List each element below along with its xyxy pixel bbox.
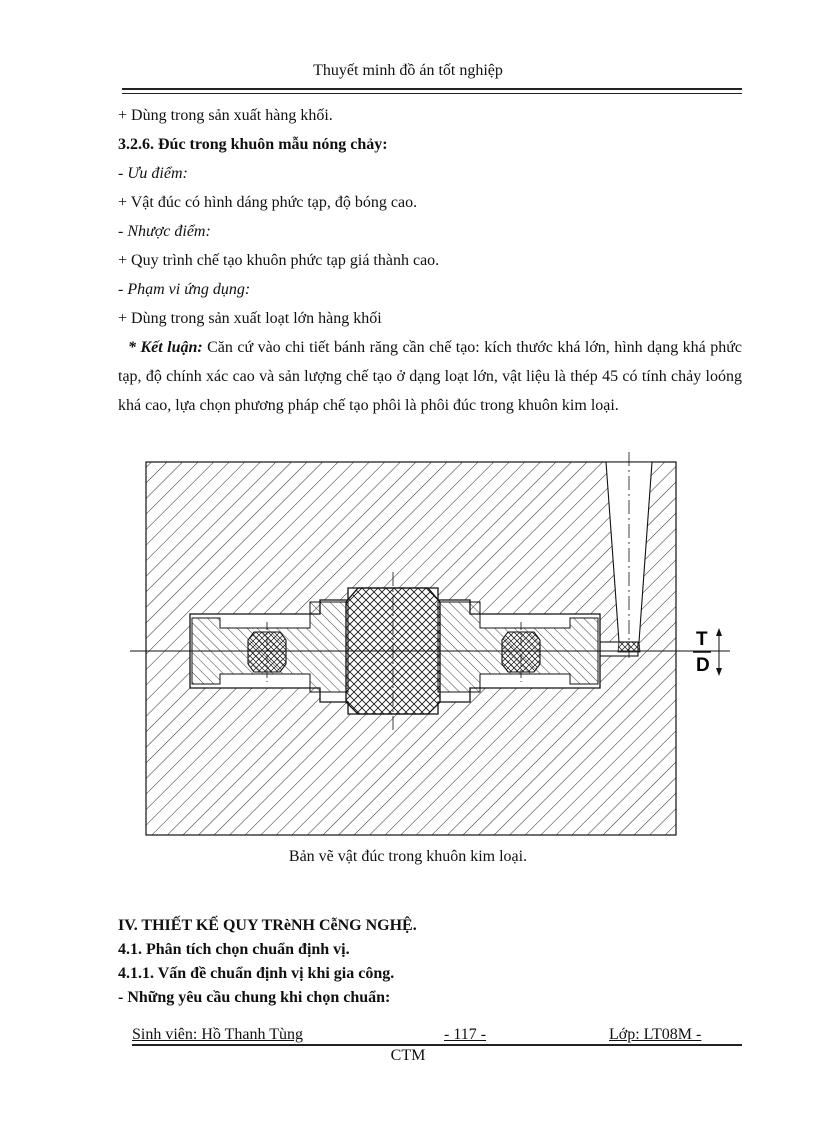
- disadvantages-text: + Quy trình chế tạo khuôn phức tạp giá thành cao.: [118, 252, 440, 269]
- header-rule-thick: [122, 88, 742, 90]
- arrow-down-icon: [716, 668, 722, 676]
- requirements-heading: - Những yêu cầu chung khi chọn chuẩn:: [118, 989, 391, 1006]
- conclusion-paragraph: [118, 333, 742, 420]
- footer-page-number: - 117 -: [444, 1026, 487, 1043]
- advantages-label: - Ưu điểm:: [118, 165, 188, 182]
- section-heading-3-2-6: 3.2.6. Đúc trong khuôn mẫu nóng chảy:: [118, 136, 388, 153]
- section-4-1-heading: 4.1. Phân tích chọn chuẩn định vị.: [118, 941, 350, 958]
- section-4-1-1-heading: 4.1.1. Vấn đề chuẩn định vị khi gia công.: [118, 965, 395, 982]
- label-top: T: [696, 629, 708, 650]
- footer-rule: [132, 1044, 742, 1046]
- label-bottom: D: [696, 655, 710, 676]
- header-rule-thin: [122, 93, 742, 94]
- page-header-title: Thuyết minh đồ án tốt nghiệp: [313, 62, 503, 79]
- mold-casting-drawing: [130, 452, 730, 842]
- conclusion-label: * Kết luận:: [128, 339, 203, 356]
- footer-student: Sinh viên: Hồ Thanh Tùng: [132, 1026, 303, 1043]
- figure-caption: Bản vẽ vật đúc trong khuôn kim loại.: [288, 848, 528, 865]
- footer-class-cont: CTM: [390, 1047, 426, 1064]
- scope-label: - Phạm vi ứng dụng:: [118, 281, 251, 298]
- footer-class: Lớp: LT08M -: [609, 1026, 702, 1043]
- disadvantages-label: - Nhược điểm:: [118, 223, 211, 240]
- text-line-1: + Dùng trong sản xuất hàng khối.: [118, 107, 333, 124]
- advantages-text: + Vật đúc có hình dáng phức tạp, độ bóng cao.: [118, 194, 418, 211]
- section-iv-heading: IV. THIẾT KẾ QUY TRèNH CễNG NGHỆ.: [118, 917, 417, 934]
- scope-text: + Dùng trong sản xuất loạt lớn hàng khối: [118, 310, 382, 327]
- conclusion-text: Căn cứ vào chi tiết bánh răng cần chế tạo: kích thước khá lớn, hình dạng khá phức tạp, độ chính xác cao và sản lượng chế tạo ở dạng loạt lớn, vật liệu là thép 45 có tính chảy loóng khá cao, lựa chọn phương pháp chế tạo phôi là phôi đúc trong khuôn kim loại.: [118, 339, 742, 414]
- arrow-up-icon: [716, 628, 722, 636]
